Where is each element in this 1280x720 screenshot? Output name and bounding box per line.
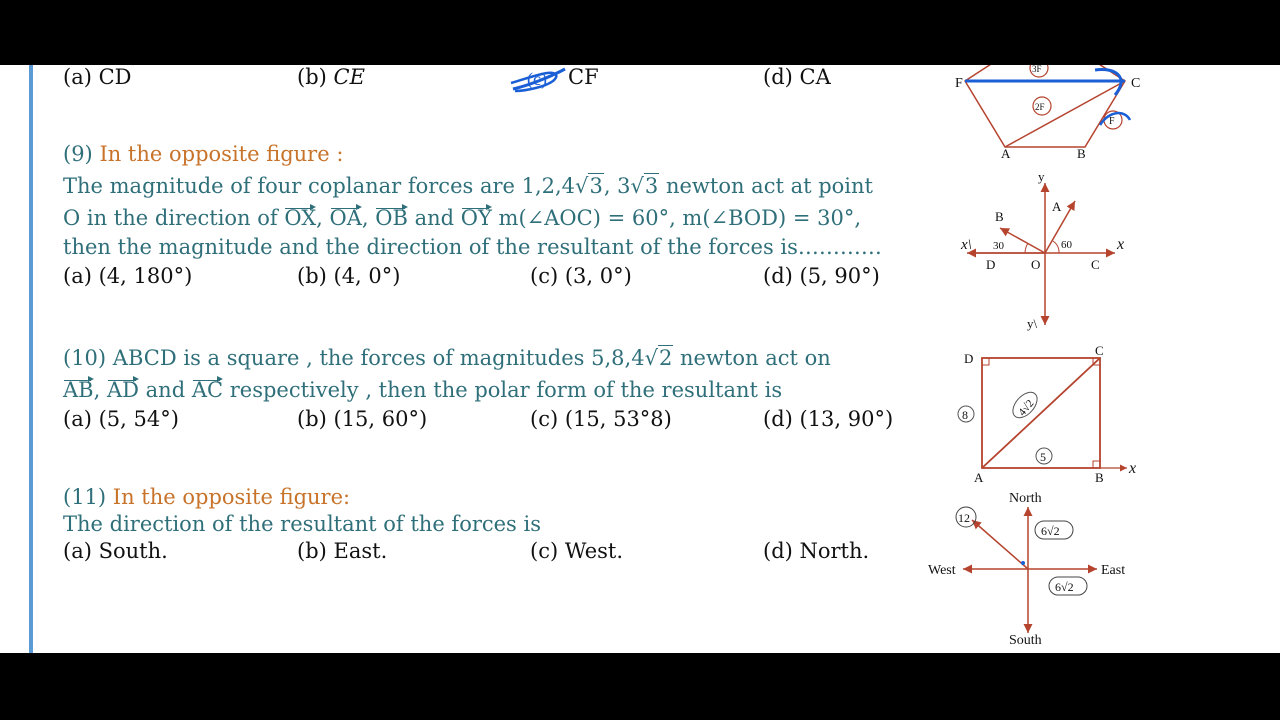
axes-label-x-prime: x\ (961, 237, 972, 253)
axes-angle-30: 30 (993, 240, 1004, 252)
vector-ob: OB (375, 206, 408, 230)
q9-option-b: (b) (4, 0°) (297, 264, 401, 288)
square-force-8: 8 (962, 408, 968, 422)
hex-force-f: F (1109, 116, 1115, 127)
axes-label-y: y (1038, 173, 1045, 184)
compass-label-west: West (928, 563, 956, 578)
q11-line-1: The direction of the resultant of the forces is (63, 512, 542, 536)
q11-option-d: (d) North. (763, 539, 870, 563)
hex-label-f: F (955, 76, 963, 91)
q9-line-2: O in the direction of OX, OA, OB and OY m(∠AOC) = 60°, m(∠BOD) = 30°, (63, 206, 862, 230)
square-label-b: B (1095, 470, 1104, 485)
q8-option-b (297, 65, 365, 89)
q10-option-b: (b) (15, 60°) (297, 407, 428, 431)
q9-line-1: The magnitude of four coplanar forces are 1,2,4√3, 3√3 newton act at point (63, 174, 873, 198)
pen-scribble-mark (505, 65, 575, 95)
compass-label-east: East (1101, 563, 1126, 578)
axes-label-d: D (986, 257, 996, 272)
axes-label-c: C (1091, 257, 1100, 272)
q8-option-a: (a) CD (63, 65, 132, 89)
q9-l1-text-2: , 3 (603, 174, 631, 198)
q9-line-3: then the magnitude and the direction of the resultant of the forces is………… (63, 235, 882, 259)
hex-force-2f: 2F (1035, 102, 1045, 112)
q9-option-a: (a) (4, 180°) (63, 264, 193, 288)
q9-option-d: (d) (5, 90°) (763, 264, 880, 288)
hex-label-c: C (1131, 76, 1141, 91)
q11-option-c: (c) West. (530, 539, 624, 563)
q8-option-d: (d) CA (763, 65, 831, 89)
hexagon-figure (945, 65, 1145, 165)
compass-label-north: North (1009, 491, 1042, 506)
q10-l1-text: ABCD is a square , the forces of magnitudes 5,8,4 (106, 346, 645, 370)
hex-label-a: A (1001, 146, 1011, 161)
q11-title (63, 485, 350, 509)
q11-heading: In the opposite figure: (112, 485, 351, 509)
vector-ac: AC (191, 378, 224, 402)
svg-text:(c): (c) (527, 69, 547, 89)
q9-l2-angles: m(∠AOC) = 60°, m(∠BOD) = 30°, (491, 206, 862, 230)
axes-label-o: O (1031, 257, 1041, 272)
q9-number: (9) (63, 142, 93, 166)
compass-forces-figure (925, 487, 1135, 649)
q10-line-2: AB, AD and AC respectively , then the polar form of the resultant is (63, 378, 783, 402)
q9-option-c: (c) (3, 0°) (530, 264, 632, 288)
vector-ad: AD (106, 378, 139, 402)
q10-option-c: (c) (15, 53°8) (530, 407, 672, 431)
square-force-5: 5 (1040, 450, 1046, 464)
square-force-4r2: 4√2 (1016, 397, 1037, 419)
q10-option-a: (a) (5, 54°) (63, 407, 179, 431)
axes-label-b: B (995, 209, 1004, 224)
q10-number: (10) (63, 346, 107, 370)
q9-l1-text: The magnitude of four coplanar forces are 1,2,4 (63, 174, 576, 198)
square-forces-figure (955, 345, 1145, 490)
axes-label-x: x (1117, 236, 1125, 253)
q11-option-b: (b) East. (297, 539, 388, 563)
q10-l2-and: and (138, 378, 192, 402)
square-label-d: D (964, 351, 974, 366)
compass-force-12: 12 (958, 511, 970, 525)
q8-option-c-value: CF (568, 65, 599, 89)
q10-option-d: (d) (13, 90°) (763, 407, 894, 431)
q11-number: (11) (63, 485, 107, 509)
q9-heading: In the opposite figure : (99, 142, 344, 166)
square-label-x: x (1129, 460, 1137, 477)
vector-ox: OX (284, 206, 317, 230)
document-page (0, 65, 1280, 653)
q9-l1-text-3: newton act at point (659, 174, 873, 198)
axes-label-a: A (1052, 199, 1062, 214)
q10-l1-text-2: newton act on (673, 346, 831, 370)
q10-l1-radicand: 2 (658, 346, 673, 370)
hex-label-b: B (1077, 146, 1086, 161)
q10-l2-text: respectively , then the polar form of the resultant is (223, 378, 783, 402)
square-label-c: C (1095, 345, 1104, 358)
compass-force-6r2-south: 6√2 (1055, 580, 1074, 594)
q9-title (63, 142, 343, 166)
axes-label-y-prime: y\ (1027, 316, 1038, 331)
q9-l1-radicand-1: 3 (589, 174, 603, 198)
axes-forces-figure (955, 173, 1135, 333)
compass-force-6r2-north: 6√2 (1041, 524, 1060, 538)
left-margin-bar (29, 65, 33, 653)
q11-option-a: (a) South. (63, 539, 168, 563)
q9-l2-and: and (407, 206, 461, 230)
q9-l2-text: O in the direction of (63, 206, 285, 230)
q8-option-b-value: CE (333, 65, 365, 89)
vector-ab: AB (63, 378, 94, 402)
vector-oy: OY (460, 206, 492, 230)
square-label-a: A (974, 470, 984, 485)
q8-option-b-label: (b) (297, 65, 334, 89)
q10-line-1: (10) ABCD is a square , the forces of magnitudes 5,8,4√2 newton act on (63, 346, 831, 370)
hex-force-3f: 3F (1032, 65, 1042, 74)
axes-angle-60: 60 (1061, 239, 1072, 251)
q9-l1-radicand-2: 3 (644, 174, 659, 198)
vector-oa: OA (329, 206, 362, 230)
compass-label-south: South (1009, 633, 1042, 648)
